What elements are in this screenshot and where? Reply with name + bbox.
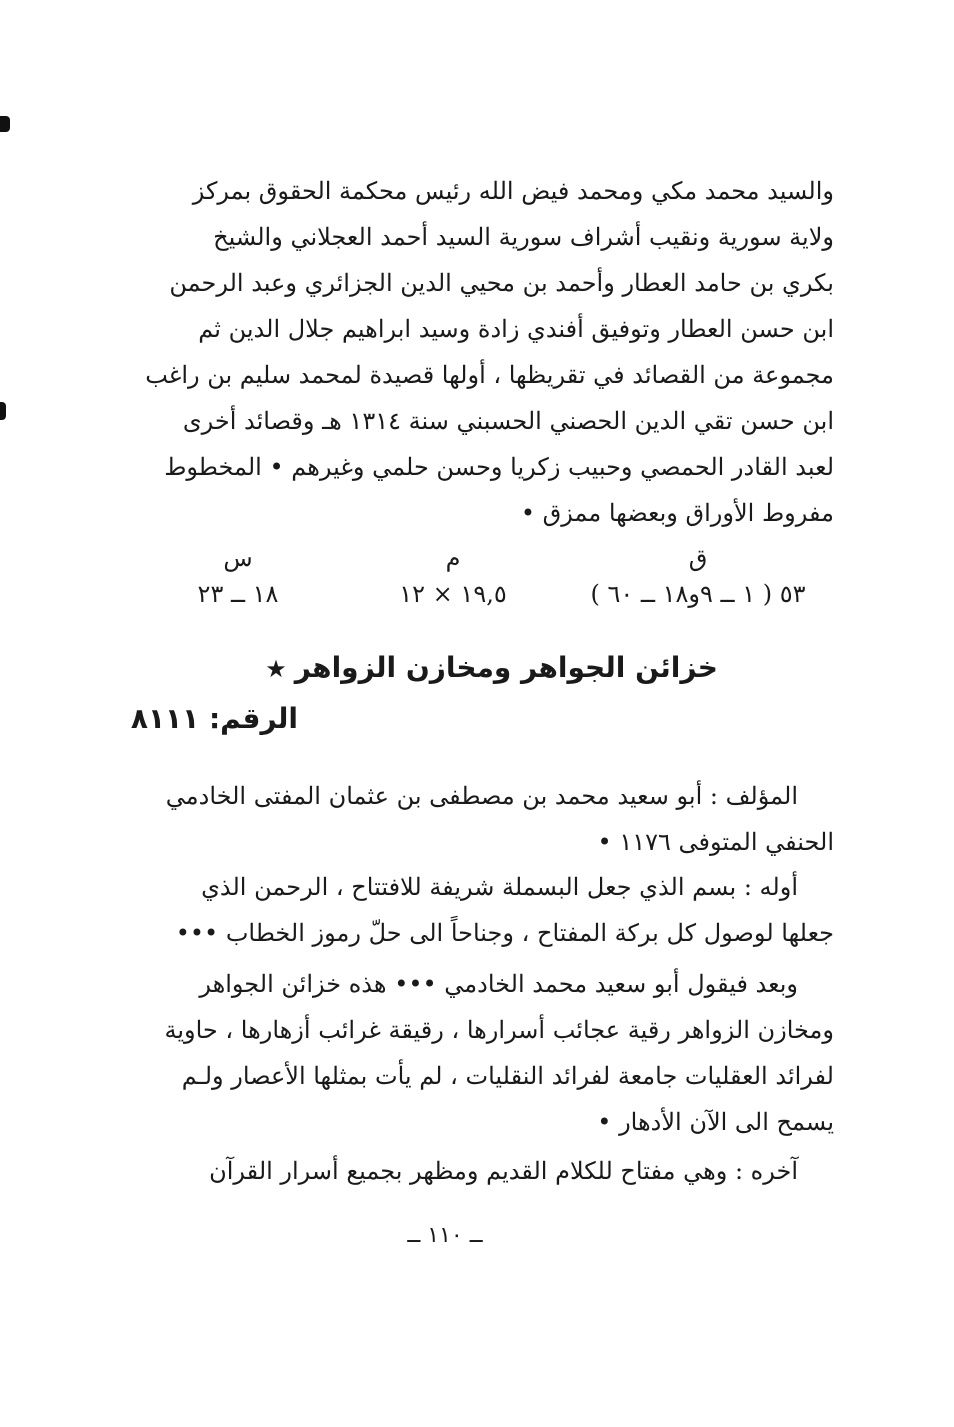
author-paragraph	[128, 773, 834, 865]
star-icon: ★	[265, 655, 287, 683]
code-label-s: س	[223, 544, 253, 572]
text-line: مفروط الأوراق وبعضها ممزق •	[520, 499, 834, 527]
page-number: ــ ١١٠ ــ	[407, 1223, 483, 1248]
text-line: المؤلف : أبو سعيد محمد بن مصطفى بن عثمان المفتى الخادمي	[165, 782, 798, 810]
text-line: آخره : وهي مفتاح للكلام القديم ومظهر بجميع أسرار القرآن	[209, 1157, 798, 1185]
body-paragraph	[128, 961, 834, 1145]
code-label-m: م	[445, 544, 461, 572]
code-lines	[168, 540, 308, 612]
entry-number: الرقم: ٨١١١	[130, 702, 298, 735]
scan-edge-mark	[0, 116, 10, 132]
beginning-paragraph	[128, 864, 834, 956]
text-line: أوله : بسم الذي جعل البسملة شريفة للافتتاح ، الرحمن الذي	[201, 873, 798, 901]
code-value-s: ١٨ ــ ٢٣	[197, 580, 279, 608]
text-line: لعبد القادر الحمصي وحبيب زكريا وحسن حلمي وغيرهم • المخطوط	[164, 453, 834, 481]
text-line: والسيد محمد مكي ومحمد فيض الله رئيس محكمة الحقوق بمركز	[192, 177, 834, 205]
text-line: ابن حسن تقي الدين الحصني الحسبني سنة ١٣١٤ هـ وقصائد أخرى	[182, 407, 834, 435]
text-line: ولاية سورية ونقيب أشراف سورية السيد أحمد العجلاني والشيخ	[213, 223, 834, 251]
code-size	[378, 540, 528, 612]
text-line: ابن حسن العطار وتوفيق أفندي زادة وسيد ابراهيم جلال الدين ثم	[198, 315, 834, 343]
text-line: مجموعة من القصائد في تقريظها ، أولها قصيدة لمحمد سليم بن راغب	[145, 361, 834, 389]
scan-edge-mark	[0, 402, 6, 420]
entry-title	[128, 645, 718, 691]
text-line: جعلها لوصول كل بركة المفتاح ، وجناحاً الى حلّ رموز الخطاب •••	[175, 919, 834, 947]
code-folios	[548, 540, 848, 612]
code-value-q: ٥٣ ( ١ ــ ٩و١٨ ــ ٦٠ )	[590, 580, 806, 608]
text-line: يسمح الى الآن الأدهار •	[597, 1108, 834, 1136]
text-line: ومخازن الزواهر رقية عجائب أسرارها ، رقيقة غرائب أزهارها ، حاوية	[164, 1016, 834, 1044]
text-line: بكري بن حامد العطار وأحمد بن محيي الدين الجزائري وعبد الرحمن	[169, 269, 834, 297]
previous-entry-paragraph	[128, 168, 834, 536]
text-line: الحنفي المتوفى ١١٧٦ •	[597, 828, 834, 856]
text-line: لفرائد العقليات جامعة لفرائد النقليات ، لم يأت بمثلها الأعصار ولـم	[181, 1062, 834, 1090]
code-value-m: ١٩,٥ × ١٢	[399, 580, 507, 608]
ending-paragraph	[128, 1148, 834, 1194]
entry-title-text: خزائن الجواهر ومخازن الزواهر	[294, 651, 718, 684]
code-label-q: ق	[688, 544, 708, 572]
manuscript-codes	[128, 540, 834, 620]
text-line: وبعد فيقول أبو سعيد محمد الخادمي ••• هذه خزائن الجواهر	[199, 970, 798, 998]
